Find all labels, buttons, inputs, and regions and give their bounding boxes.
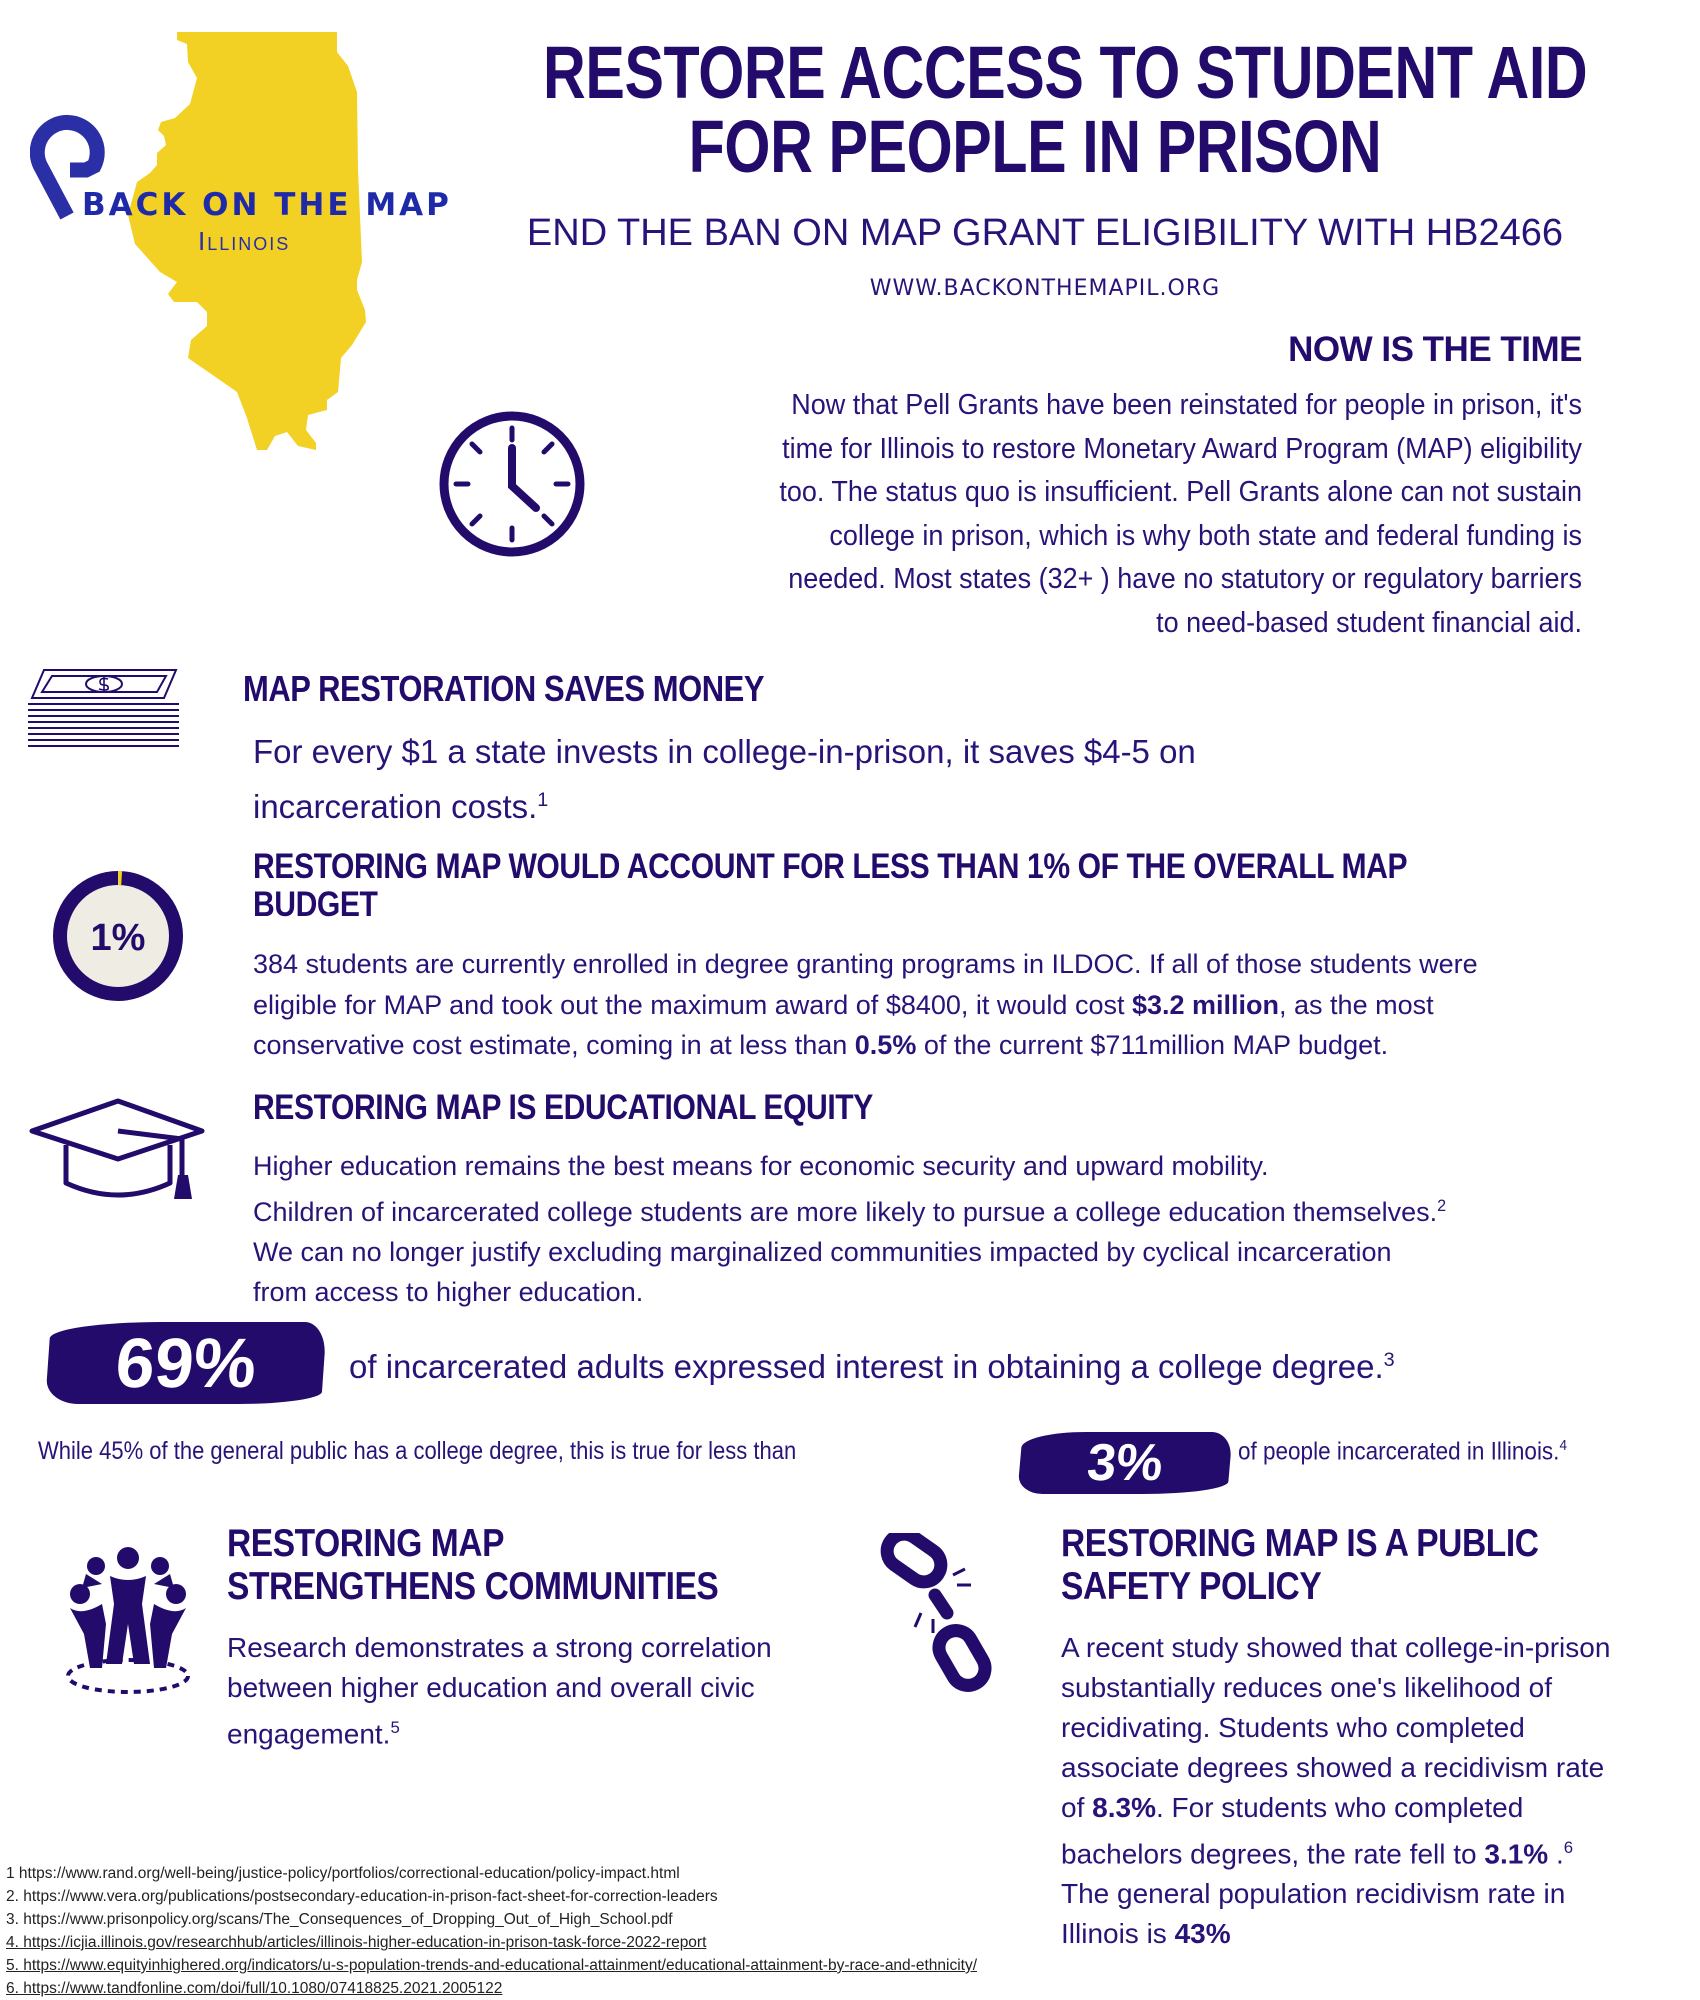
money-stack-icon: [26, 668, 181, 753]
t: of incarcerated adults expressed interest in obtaining a college degree.: [349, 1348, 1384, 1385]
equity-line: from access to higher education.: [253, 1277, 644, 1307]
footnote-link[interactable]: 4. https://icjia.illinois.gov/researchhub/articles/illinois-higher-education-in-prison-task-force-2022-report: [6, 1934, 707, 1951]
equity-line: [253, 1186, 1446, 1232]
donut-label: 1%: [90, 917, 146, 959]
rate-highlight: 3.1%: [1484, 1838, 1549, 1870]
safety-line: recidivating. Students who completed: [1061, 1712, 1525, 1743]
communities-heading-line: RESTORING MAP: [227, 1522, 505, 1565]
rate-highlight: 8.3%: [1092, 1792, 1156, 1823]
communities-line: [227, 1708, 772, 1754]
footnote-link[interactable]: 5. https://www.equityinhighered.org/indicators/u-s-population-trends-and-educational-attainment/educational-attainment-by-race-and-ethnicity/: [6, 1957, 978, 1974]
now-line: time for Illinois to restore Monetary Award Program (MAP) eligibility: [782, 432, 1582, 465]
graduation-cap-icon: [28, 1097, 206, 1203]
t: Children of incarcerated college students are more likely to pursue a college education themselves.: [253, 1197, 1438, 1227]
safety-paragraph: [1061, 1628, 1610, 1954]
t: engagement.: [227, 1718, 391, 1750]
website-link[interactable]: WWW.BACKONTHEMAPIL.ORG: [869, 276, 1221, 301]
communities-line: Research demonstrates a strong correlation: [227, 1632, 772, 1663]
footnote: 3. https://www.prisonpolicy.org/scans/The_Consequences_of_Dropping_Out_of_High_School.pdf: [6, 1911, 673, 1928]
stat-69-badge: 69%: [45, 1322, 327, 1404]
t: bachelors degrees, the rate fell to: [1061, 1838, 1485, 1870]
page-title: [420, 31, 1650, 188]
budget-heading-line: BUDGET: [253, 885, 378, 924]
t: of people incarcerated in Illinois.: [1238, 1437, 1560, 1466]
subtitle: END THE BAN ON MAP GRANT ELIGIBILITY WITH HB2466: [526, 212, 1564, 254]
equity-paragraph: [253, 1146, 1446, 1312]
footnote: 1 https://www.rand.org/well-being/justice-policy/portfolios/correctional-education/policy-impact.html: [6, 1865, 680, 1882]
communities-heading-line: STRENGTHENS COMMUNITIES: [227, 1565, 719, 1608]
money-heading: MAP RESTORATION SAVES MONEY: [243, 668, 765, 709]
budget-heading-line: RESTORING MAP WOULD ACCOUNT FOR LESS THAN 1% OF THE OVERALL MAP: [253, 847, 1408, 886]
stat-3-suffix: [1238, 1437, 1567, 1466]
footnote-ref: 1: [537, 789, 549, 811]
safety-line: The general population recidivism rate in: [1061, 1878, 1566, 1910]
footnote-ref: 5: [390, 1718, 400, 1737]
now-line: needed. Most states (32+ ) have no statutory or regulatory barriers: [788, 563, 1582, 595]
safety-heading-line: RESTORING MAP IS A PUBLIC: [1061, 1522, 1539, 1565]
footnote-ref: 4: [1559, 1437, 1567, 1454]
now-line: Now that Pell Grants have been reinstated for people in prison, it's: [791, 389, 1582, 421]
equity-line: We can no longer justify excluding marginalized communities impacted by cyclical incarceration: [253, 1237, 1392, 1267]
budget-line: [253, 1025, 1478, 1066]
t: .: [1548, 1838, 1564, 1870]
t: . For students who completed: [1155, 1792, 1524, 1823]
safety-line: associate degrees showed a recidivism rate: [1061, 1752, 1605, 1783]
budget-line: [253, 985, 1478, 1026]
safety-line: [1061, 1788, 1610, 1828]
equity-heading: RESTORING MAP IS EDUCATIONAL EQUITY: [253, 1088, 873, 1127]
money-paragraph: [253, 728, 1196, 831]
safety-line: A recent study showed that college-in-prison: [1061, 1632, 1611, 1663]
cost-highlight: $3.2 million: [1131, 989, 1280, 1020]
t: of the current $711million MAP budget.: [916, 1030, 1389, 1060]
title-line-1: RESTORE ACCESS TO STUDENT AID: [543, 31, 1588, 114]
now-line: to need-based student financial aid.: [1156, 606, 1582, 639]
t: of: [1061, 1792, 1093, 1823]
safety-heading-line: SAFETY POLICY: [1061, 1565, 1322, 1608]
t: conservative cost estimate, coming in at less than: [253, 1030, 855, 1060]
clock-icon: [436, 408, 588, 560]
footnote-ref: 3: [1383, 1349, 1395, 1371]
now-paragraph: [779, 384, 1582, 645]
t: Illinois is: [1061, 1918, 1175, 1950]
now-line: too. The status quo is insufficient. Pell Grants alone can not sustain: [779, 476, 1582, 508]
stat-3-badge: 3%: [1017, 1432, 1232, 1494]
communities-heading: [227, 1522, 718, 1608]
footnote-link[interactable]: 6. https://www.tandfonline.com/doi/full/10.1080/07418825.2021.2005122: [6, 1980, 503, 1997]
footnotes: [6, 1862, 977, 2000]
communities-paragraph: [227, 1628, 772, 1754]
stat-3-prefix: While 45% of the general public has a college degree, this is true for less than: [38, 1437, 797, 1465]
percent-donut-icon: [46, 864, 190, 1008]
budget-line: 384 students are currently enrolled in degree granting programs in ILDOC. If all of those students were: [253, 949, 1478, 979]
percent-highlight: 0.5%: [854, 1030, 917, 1060]
safety-heading: [1061, 1522, 1539, 1608]
footnote-ref: 2: [1437, 1197, 1447, 1215]
logo-state: Illinois: [198, 226, 291, 256]
rate-highlight: 43%: [1174, 1918, 1231, 1950]
footnote-ref: 6: [1563, 1838, 1574, 1857]
logo-wordmark: BACK ON THE MAP: [82, 187, 452, 223]
equity-line: Higher education remains the best means for economic security and upward mobility.: [253, 1151, 1269, 1181]
community-people-icon: [62, 1544, 194, 1696]
money-line-text: incarceration costs.: [253, 788, 538, 825]
stat-69-text: [349, 1348, 1395, 1386]
budget-paragraph: [253, 944, 1478, 1066]
now-heading: NOW IS THE TIME: [1288, 330, 1582, 369]
safety-line: substantially reduces one's likelihood of: [1061, 1672, 1552, 1703]
money-line: [253, 776, 1196, 831]
safety-line: [1061, 1914, 1610, 1954]
footnote: 2. https://www.vera.org/publications/postsecondary-education-in-prison-fact-sheet-for-correction-leaders: [6, 1888, 718, 1905]
communities-line: between higher education and overall civic: [227, 1672, 755, 1703]
money-line: For every $1 a state invests in college-in-prison, it saves $4-5 on: [253, 733, 1196, 770]
t: eligible for MAP and took out the maximum award of $8400, it would cost: [253, 989, 1132, 1020]
now-line: college in prison, which is why both state and federal funding is: [829, 519, 1582, 552]
safety-line: [1061, 1828, 1610, 1874]
broken-chain-icon: [875, 1533, 1025, 1693]
title-line-2: FOR PEOPLE IN PRISON: [688, 105, 1382, 188]
budget-heading: [253, 848, 1407, 924]
t: , as the most: [1279, 989, 1434, 1020]
